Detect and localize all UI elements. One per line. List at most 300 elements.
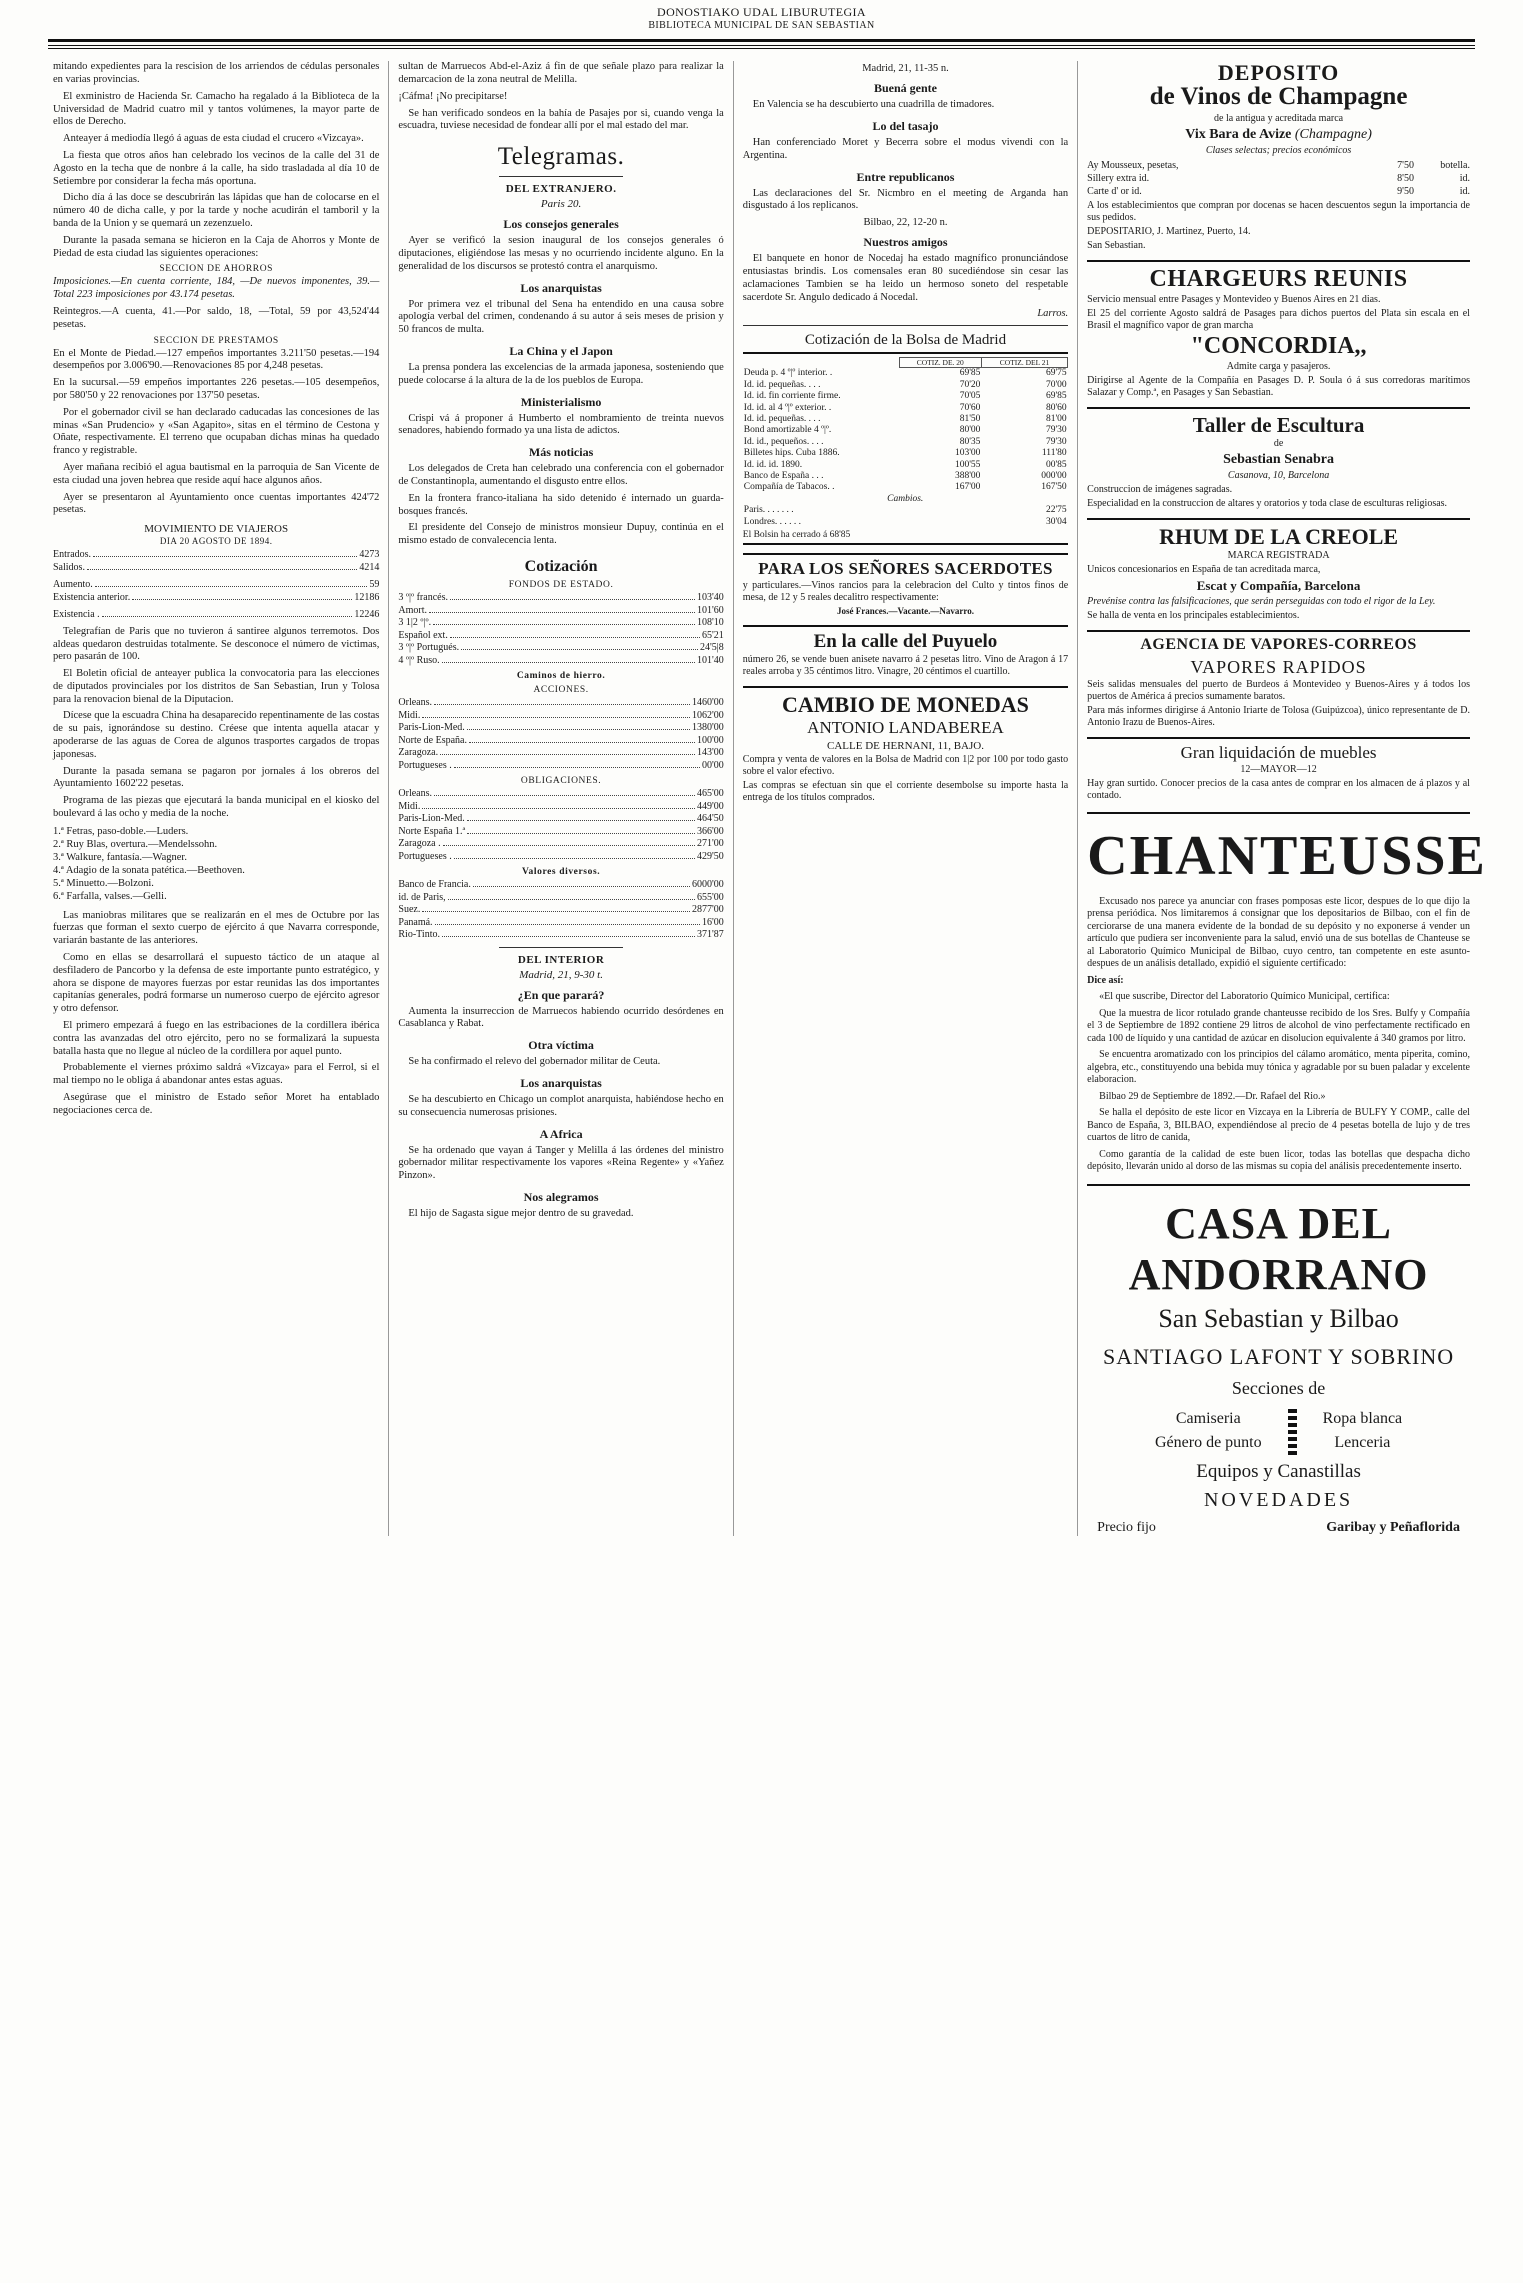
columns-container: [0, 55, 1523, 1555]
section-item: Ropa blanca: [1322, 1409, 1403, 1427]
ad-title: Gran liquidación de muebles: [1180, 742, 1377, 762]
heading-valores-diversos: Valores diversos.: [521, 867, 601, 878]
leader-dots: [450, 599, 695, 600]
row-label: Id. id. pequeñas. . . .: [743, 379, 821, 390]
cell-curr: 79'30: [1045, 425, 1067, 436]
leader-dots: [454, 767, 700, 768]
program-item: 1.ª Fetras, paso-doble.—Luders.: [53, 825, 189, 837]
program-item: 2.ª Ruy Blas, overtura.—Mendelssohn.: [53, 838, 218, 850]
paragraph: En Valencia se ha descubierto una cuadrilla de timadores.: [752, 99, 995, 111]
row-label: Salidos.: [53, 561, 85, 573]
leader-dots: [422, 717, 690, 718]
heading-china-japon: La China y el Japon: [509, 344, 613, 359]
leader-dots: [454, 858, 695, 859]
table-row: [53, 592, 379, 605]
table-row: [398, 892, 723, 905]
row-label: Panamá.: [398, 916, 433, 928]
table-row: [743, 517, 1068, 528]
row-label: Midi.: [398, 709, 421, 721]
price-row: [1087, 172, 1470, 185]
subsection-del-extranjero: DEL EXTRANJERO.: [505, 183, 617, 196]
row-label: Midi.: [398, 800, 421, 812]
table-row: [743, 448, 1068, 459]
heading-consejos-generales: Los consejos generales: [503, 217, 619, 232]
table-row: [398, 879, 723, 892]
section-heading-ahorros: SECCION DE AHORROS: [159, 264, 274, 275]
leader-dots: [461, 649, 698, 650]
ad-depositario: DEPOSITARIO, J. Martinez, Puerto, 14.: [1087, 225, 1251, 237]
row-label: Norte España 1.ª: [398, 825, 466, 837]
ad-body: Compra y venta de valores en la Bolsa de Madrid con 1|2 por 100 por todo gasto sobre el valor efectivo.: [742, 753, 1069, 777]
ad-sections-label: Secciones de: [1231, 1377, 1326, 1398]
cell-curr: 69'85: [1045, 391, 1067, 402]
heading-nos-alegramos: Nos alegramos: [523, 1189, 599, 1204]
row-value: 4273: [359, 549, 380, 561]
paragraph: El banquete en honor de Nocedaj ha estado magnífico pronunciándose entusiastas brindis. Los comensales eran 80 sucediéndose sin cesar las aclamaciones Tambien se ha leido un hermoso soneto del respetable sacerdote Sr. Angulo dedicado á Nocedal.: [742, 253, 1069, 303]
dateline-madrid: Madrid, 21, 9-30 t.: [519, 968, 603, 981]
cell-prev: 100'55: [954, 459, 981, 470]
ad-title: CAMBIO DE MONEDAS: [782, 691, 1029, 717]
table-row: [743, 414, 1068, 425]
paragraph: Por el gobernador civil se han declarado caducadas las concesiones de las minas «San Prudencio» y «San Agapito», sitas en el término de Cestona y Oñate, respectivamente. El terreno que ocupaban dichas minas ha quedado franco y registrable.: [53, 406, 380, 457]
heading-fondos-estado: FONDOS DE ESTADO.: [508, 580, 614, 591]
ad-chanteusse: [1087, 812, 1487, 1174]
row-value: 143'00: [696, 747, 724, 759]
heading-otra-victima: Otra víctima: [528, 1038, 594, 1053]
cell-prev: 81'50: [959, 414, 981, 425]
ad-chargeurs-reunis: [1087, 260, 1470, 399]
subsection-del-interior: DEL INTERIOR: [517, 953, 605, 966]
paragraph: La prensa pondera las excelencias de la armada japonesa, sosteniendo que puede colocarse á la altura de la de los pueblos de Europa.: [398, 362, 724, 386]
leader-dots: [443, 845, 695, 846]
table-row: [398, 917, 723, 930]
row-label: Rio-Tinto.: [398, 929, 440, 941]
table-row: [398, 788, 723, 801]
ad-body: Se halla de venta en los principales establecimientos.: [1087, 610, 1300, 622]
paragraph: Anteayer á mediodía llegó á aguas de esta ciudad el crucero «Vizcaya».: [63, 133, 364, 145]
row-label: Banco de Francia.: [398, 879, 471, 891]
table-row: [743, 482, 1068, 493]
table-subheader-row: [743, 494, 1068, 505]
heading-bolsa-madrid: Cotización de la Bolsa de Madrid: [804, 332, 1007, 349]
row-label: Portugueses .: [398, 759, 452, 771]
paragraph: Reintegros.—A cuenta, 41.—Por saldo, 18, —Total, 59 por 43,524'44 pesetas.: [53, 306, 380, 330]
dateline-paris: Paris 20.: [540, 198, 582, 211]
ad-body: Servicio mensual entre Pasages y Montevideo y Buenos Aires en 21 dias.: [1087, 293, 1381, 305]
cell-curr: 22'75: [1045, 505, 1067, 516]
row-label: Deuda p. 4 º|º interior. .: [743, 368, 833, 379]
paragraph: Imposiciones.—En cuenta corriente, 184, —De nuevos imponentes, 39.—Total 223 imposiciones por 43.174 pesetas.: [53, 276, 380, 301]
ad-taller-escultura: [1087, 407, 1470, 510]
row-value: 59: [369, 579, 380, 591]
leader-dots: [95, 586, 368, 587]
row-label: 4 º|º Ruso.: [398, 654, 440, 666]
paragraph: Asegúrase que el ministro de Estado señor Moret ha entablado negociaciones cerca de.: [53, 1091, 380, 1116]
row-label: Existencia .: [53, 609, 100, 621]
leader-dots: [467, 729, 690, 730]
paragraph: sultan de Marruecos Abd-el-Aziz á fin de que señale plazo para realizar la demarcacion de la zona neutral de Melilla.: [398, 61, 724, 86]
paragraph: Los delegados de Creta han celebrado una conferencia con el gobernador de Constantinopla, aumentando el disgusto entre ellos.: [398, 463, 724, 488]
row-value: 1380'00: [691, 722, 724, 734]
item-price: 8'50: [1397, 172, 1414, 184]
row-value: 108'10: [696, 617, 724, 629]
item-price: 9'50: [1397, 185, 1414, 197]
heading-a-africa: A Africa: [539, 1126, 583, 1141]
leader-dots: [422, 911, 690, 912]
row-value: 101'40: [696, 654, 724, 666]
ad-title: RHUM DE LA CREOLE: [1159, 524, 1399, 550]
ad-body-container: [1087, 896, 1470, 1174]
paragraph: En la sucursal.—59 empeños importantes 226 pesetas.—105 desempeños, por 580'50 y 22 renovaciones por 137'50 pesetas.: [53, 377, 380, 402]
leader-dots: [429, 612, 695, 613]
ad-body: Dirigirse al Agente de la Compañía en Pasages D. P. Soula ó á sus corredoras marítimos Salazar y Comp.ª, en Pasages y San Sebastian.: [1087, 375, 1470, 399]
ad-body: Para más informes dirigirse á Antonio Iriarte de Tolosa (Guipúzcoa), único representante de D. Antonio Irazu de Buenos-Aires.: [1087, 704, 1470, 728]
column-4: [1077, 60, 1487, 1535]
movimiento-table: [53, 549, 379, 622]
valores-table: [398, 879, 723, 942]
leader-dots: [450, 637, 700, 638]
top-rule-thin: [48, 48, 1475, 49]
paragraph: ¡Cáfma! ¡No precipitarse!: [398, 90, 508, 102]
leader-dots: [87, 569, 357, 570]
cell-curr: 80'60: [1045, 402, 1067, 413]
heading-entre-republicanos: Entre republicanos: [856, 169, 955, 184]
row-value: 24'5|8: [699, 642, 724, 654]
obligaciones-table: [398, 788, 723, 863]
program-item: 5.ª Minuetto.—Bolzoni.: [53, 878, 154, 890]
cell-prev: 80'35: [959, 436, 981, 447]
paragraph: Las maniobras militares que se realizarán en el mes de Octubre por las fuerzas que forman el sexto cuerpo de ejército á que Navarra corresponde, variarán bastante de las anteriores.: [53, 909, 380, 947]
leader-dots: [467, 820, 695, 821]
fondos-table: [398, 592, 723, 667]
ornament-divider: [1288, 1407, 1297, 1455]
row-label: Paris-Lion-Med.: [398, 813, 465, 825]
top-rule: [48, 39, 1475, 46]
paragraph: Ayer se verificó la sesion inaugural de los consejos generales ó diputaciones, eligiéndose las mesas y no ocurriendo incidente alguno. En la generalidad de los discursos se protestó contra el anarquismo.: [398, 235, 724, 272]
row-value: 1062'00: [691, 709, 724, 721]
cell-prev: 103'00: [954, 448, 981, 459]
movimiento-date: DIA 20 AGOSTO DE 1894.: [159, 536, 273, 547]
row-label: Compañía de Tabacos. .: [743, 482, 835, 493]
heading-nuestros-amigos: Nuestros amigos: [863, 235, 948, 250]
paragraph: En la frontera franco-italiana ha sido detenido é internado un guarda-bosques francés.: [398, 492, 724, 517]
row-label: 3 º|º francés.: [398, 592, 448, 604]
masthead-line-1: DONOSTIAKO UDAL LIBURUTEGIA: [657, 5, 866, 19]
ad-brand-name: Vix Bara de Avize: [1185, 126, 1292, 142]
row-value: 00'00: [701, 759, 724, 771]
ad-ship-name: "CONCORDIA,,: [1190, 332, 1367, 359]
item-unit: botella.: [1440, 159, 1470, 171]
ad-note: A los establecimientos que compran por docenas se hacen descuentos segun la importancia de sus pedidos.: [1087, 199, 1470, 223]
table-row: [398, 722, 723, 735]
cell-prev: 70'20: [959, 379, 981, 390]
paragraph: Durante la pasada semana se pagaron por jornales á los obreros del Ayuntamiento 1602'22 pesetas.: [53, 765, 380, 790]
ad-cambio-monedas: [743, 686, 1068, 804]
cell-curr: 167'50: [1041, 482, 1067, 493]
leader-dots: [448, 899, 695, 900]
ad-novedades: NOVEDADES: [1203, 1488, 1354, 1511]
column-header: COTIZ. DEL 21: [981, 358, 1067, 368]
ad-title: Taller de Escultura: [1192, 413, 1365, 438]
row-value: 1460'00: [691, 697, 724, 709]
cell-prev: 69'85: [959, 368, 981, 379]
ad-brand: [1087, 127, 1470, 143]
ad-title: AGENCIA DE VAPORES-CORREOS: [1140, 636, 1417, 654]
row-label: Existencia anterior.: [53, 591, 131, 603]
row-label: id. de Paris,: [398, 891, 446, 903]
leader-dots: [442, 662, 695, 663]
bolsa-table-container: [743, 352, 1068, 544]
cell-prev: 388'00: [954, 470, 981, 481]
leader-dots: [473, 886, 690, 887]
row-value: 465'00: [696, 788, 724, 800]
ad-deposito-vinos: [1087, 61, 1470, 251]
bolsa-table: [743, 357, 1068, 527]
ad-sections: [1087, 1407, 1470, 1455]
paragraph: Se halla el depósito de este licor en Vizcaya en la Librería de BULFY Y COMP., calle del Banco de España, 3, BILBAO, expendiéndose al precio de 4 pesetas botella de lujo y de tres cuartos de litro de canida,: [1087, 1107, 1470, 1144]
row-value: 655'00: [696, 891, 724, 903]
table-header-row: [743, 358, 1068, 368]
ad-merchant-name: Sebastian Senabra: [1223, 452, 1334, 468]
leader-dots: [467, 833, 695, 834]
paragraph: Programa de las piezas que ejecutará la banda municipal en el kiosko del boulevard á las ocho y media de la noche.: [53, 795, 380, 820]
ad-title: PARA LOS SEÑORES SACERDOTES: [758, 558, 1053, 578]
item-name: Carte d' or id.: [1087, 185, 1142, 197]
paragraph: El presidente del Consejo de ministros monsieur Dupuy, continúa en el mismo estado de convalecencia lenta.: [398, 522, 724, 547]
cell-curr: 111'80: [1041, 448, 1067, 459]
paragraph: Bilbao 29 de Septiembre de 1892.—Dr. Rafael del Rio.»: [1099, 1090, 1326, 1102]
heading-en-que-parara: ¿En que parará?: [517, 987, 605, 1002]
ad-rhum-creole: [1087, 518, 1470, 622]
ad-section-column-right: [1323, 1407, 1403, 1455]
row-label: Id. id. al 4 º|º exterior. .: [743, 402, 832, 413]
row-label: Id. id. fin corriente firme.: [743, 391, 841, 402]
ad-precio-fijo: Precio fijo: [1097, 1519, 1156, 1535]
ad-body: Seis salidas mensuales del puerto de Burdeos á Montevideo y Buenos-Aires y á todos los puertos de América á precios sumamente baratos.: [1087, 678, 1470, 702]
ad-address: 12—MAYOR—12: [1240, 763, 1317, 775]
table-row: [743, 403, 1068, 414]
leader-dots: [422, 808, 695, 809]
divider: [499, 176, 623, 177]
cell-curr: 30'04: [1045, 516, 1067, 527]
price-row: [1087, 185, 1470, 198]
ad-title: DEPOSITO: [1217, 60, 1340, 86]
paragraph: La fiesta que otros años han celebrado los vecinos de la calle del 31 de Agosto en la techa que de nonbre á la calle, ha sido trasladada al día 10 de Setiembre por considerar la fecha más oportuna.: [53, 150, 380, 187]
paragraph: En el Monte de Piedad.—127 empeños importantes 3.211'50 pesetas.—194 desempeños por 3.006'90.—Renovaciones 85 por 4,248 pesetas.: [53, 347, 380, 372]
ad-title: CHARGEURS REUNIS: [1149, 265, 1408, 292]
ad-body: Hay gran surtido. Conocer precios de la casa antes de comprar en los almacen de á plazos y al contado.: [1087, 777, 1470, 801]
row-label: Paris-Lion-Med.: [398, 722, 465, 734]
ad-casa-del-andorrano: [1087, 1184, 1470, 1536]
ad-body: número 26, se vende buen anisete navarro á 2 pesetas litro. Vino de Aragon á 17 reales arroba y 35 céntimos litro. Vinagre, 20 céntimos el cuartillo.: [742, 653, 1069, 677]
ad-gran-liquidacion: [1087, 737, 1470, 802]
table-row: [398, 617, 723, 630]
leader-dots: [440, 754, 695, 755]
row-label: Aumento.: [53, 579, 93, 591]
section-item: Camiseria: [1175, 1409, 1241, 1427]
program-item: 4.ª Adagio de la sonata patética.—Beethoven.: [53, 865, 245, 877]
row-value: 271'00: [696, 838, 724, 850]
heading-cotizacion: Cotización: [524, 558, 598, 576]
masthead-line-2: BIBLIOTECA MUNICIPAL DE SAN SEBASTIAN: [648, 19, 875, 31]
row-label: Orleans.: [398, 788, 432, 800]
paragraph: Se ha confirmado el relevo del gobernador militar de Ceuta.: [408, 1056, 661, 1068]
ad-section-column-left: [1155, 1407, 1262, 1455]
program-item: 6.ª Farfalla, valses.—Gelli.: [53, 891, 167, 903]
paragraph: Excusado nos parece ya anunciar con frases pomposas este licor, despues de lo que dijo la prensa periódica. Nos limitaremos á consignar que los depositarios de Bilbao, con el fin de cerciorarse de una manera evidente de la bondad de su depósito y no exponerse á vender un artículo que pudiera ser inconveniente para la salud, envió una de sus botellas de Chanteuse se al Laboratorio Químico Municipal de Bilbao, cuyo centro, tan competente en este asunto-despues de un análisis detallado, expidió el siguiente certificado:: [1087, 895, 1470, 970]
row-value: 2877'00: [691, 904, 724, 916]
row-label: 3 1|2 º|º.: [398, 617, 432, 629]
table-row: [743, 437, 1068, 448]
table-row: [743, 505, 1068, 516]
ad-subtitle: VAPORES RAPIDOS: [1190, 656, 1367, 677]
table-row: [398, 813, 723, 826]
row-label: Zaragoza .: [398, 838, 441, 850]
table-row: [743, 471, 1068, 482]
leader-dots: [434, 704, 690, 705]
paragraph: Como en ellas se desarrollará el supuesto táctico de un ataque al desfiladero de Pancorbo y la defensa de este importante punto estratégico, y ahora se dispone de mayores fuerzas por estar reunidas las dos importantes capitanías generales, podrá formarse un numeroso cuerpo de ejército agresor y otro defensor.: [53, 952, 380, 1015]
heading-caminos-hierro: Caminos de hierro.: [516, 671, 606, 682]
row-value: 12246: [354, 609, 380, 621]
row-label: Londres. . . . . .: [743, 516, 802, 527]
label-dice-asi: Dice así:: [1087, 974, 1124, 986]
section-heading-prestamos: SECCION DE PRESTAMOS: [153, 335, 279, 346]
row-label: Bond amortizable 4 º|º.: [743, 425, 832, 436]
ad-footer: [1087, 1520, 1470, 1536]
item-unit: id.: [1459, 172, 1470, 184]
row-label: Billetes hips. Cuba 1886.: [743, 448, 840, 459]
table-row: [398, 642, 723, 655]
table-row: [398, 735, 723, 748]
ad-trademark: MARCA REGISTRADA: [1227, 550, 1330, 562]
ad-tagline: de la antigua y acreditada marca: [1214, 112, 1344, 124]
divider: [499, 947, 623, 948]
paragraph: «El que suscribe, Director del Laboratorio Químico Municipal, certifica:: [1099, 991, 1390, 1003]
table-row: [398, 904, 723, 917]
row-label: Norte de España.: [398, 734, 467, 746]
row-value: 429'50: [696, 850, 724, 862]
ad-calle-puyuelo: [743, 625, 1068, 678]
ad-address: CALLE DE HERNANI, 11, BAJO.: [827, 739, 984, 752]
table-row: [398, 838, 723, 851]
table-row: [398, 801, 723, 814]
movimiento-title: MOVIMIENTO DE VIAJEROS: [144, 523, 289, 536]
signature: Larros.: [1037, 308, 1069, 320]
row-label: Orleans.: [398, 697, 432, 709]
table-row: [743, 380, 1068, 391]
table-row: [398, 747, 723, 760]
row-label: Zaragoza.: [398, 747, 439, 759]
table-row: [53, 562, 379, 575]
table-row: [398, 710, 723, 723]
leader-dots: [132, 599, 352, 600]
ad-body: El 25 del corriente Agosto saldrá de Pasages para dichos puertos del Plata sin escala en el Brasil el magnífico vapor de gran marcha: [1087, 307, 1470, 331]
ad-body: Las compras se efectuan sin que el corriente desembolse su importe hasta la entrega de los títulos comprados.: [742, 779, 1069, 803]
row-label: Suez.: [398, 904, 421, 916]
ad-brand-region: (Champagne): [1294, 126, 1372, 142]
row-label: Banco de España . . .: [743, 470, 824, 481]
ad-body: Admite carga y pasajeros.: [1226, 361, 1331, 373]
section-item: Género de punto: [1154, 1433, 1262, 1451]
row-value: 12186: [354, 591, 380, 603]
ad-address: Garibay y Peñaflorida: [1326, 1519, 1460, 1535]
cell-prev: 70'05: [959, 391, 981, 402]
leader-dots: [434, 795, 695, 796]
section-item: Lenceria: [1334, 1433, 1391, 1451]
paragraph: Probablemente el viernes próximo saldrá «Vizcaya» para el Ferrol, si el mal tiempo no le obliga á abandonar antes estas aguas.: [53, 1062, 380, 1087]
row-label: Entrados.: [53, 549, 92, 561]
row-value: 6000'00: [691, 879, 724, 891]
cell-prev: [899, 517, 981, 528]
cell-curr: 000'00: [1041, 470, 1067, 481]
cell-prev: 167'00: [954, 482, 981, 493]
row-value: 366'00: [696, 825, 724, 837]
paragraph: Por primera vez el tribunal del Sena ha entendido en una causa sobre apología verbal del crimen, condenando á su autor á seis meses de prision y 50 francos de multa.: [398, 298, 724, 336]
column-1: [44, 61, 388, 1535]
bolsin-note: El Bolsin ha cerrado á 68'85: [742, 529, 851, 540]
ad-body: Unicos concesionarios en España de tan acreditada marca,: [1087, 564, 1321, 576]
paragraph: Se han verificado sondeos en la bahía de Pasajes por si, cuando venga la escuadra, tuviese necesidad de fondear allí por el mal estado del mar.: [398, 107, 724, 132]
table-row: [743, 391, 1068, 402]
paragraph: Las declaraciones del Sr. Nicmbro en el meeting de Arganda han disgustado á los replicanos.: [742, 187, 1069, 212]
row-value: 449'00: [696, 800, 724, 812]
leader-dots: [433, 624, 695, 625]
paragraph: Como garantía de la calidad de este buen licor, todas las botellas que despacha dicho depósito, llevarán unido al dorso de las mismas su copia del análisis precedentemente inserto.: [1087, 1148, 1470, 1173]
paragraph: Se ha descubierto en Chicago un complot anarquista, habiéndose hecho en su consecuencia numerosas prisiones.: [398, 1093, 724, 1118]
table-row: [398, 697, 723, 710]
column-2: [388, 61, 732, 1535]
cell-curr: 70'00: [1045, 379, 1067, 390]
ad-body: Construccion de imágenes sagradas.: [1087, 484, 1233, 496]
leader-dots: [435, 924, 700, 925]
table-row: [398, 655, 723, 668]
paragraph: El hijo de Sagasta sigue mejor dentro de su gravedad.: [408, 1207, 634, 1219]
leader-dots: [102, 616, 353, 617]
paragraph: Durante la pasada semana se hicieron en la Caja de Ahorros y Monte de Piedad de esta ciudad las siguientes operaciones:: [53, 234, 380, 259]
row-label: Id. id., pequeños. . . .: [743, 436, 824, 447]
cell-prev: 70'60: [959, 402, 981, 413]
price-row: [1087, 159, 1470, 172]
paragraph: Crispi vá á proponer á Humberto el nombramiento de treinta nuevos senadores, habiendo formado ya una lista de adictos.: [398, 412, 724, 437]
cell-prev: [899, 505, 981, 516]
heading-mas-noticias: Más noticias: [528, 445, 594, 460]
ad-signature: José Frances.—Vacante.—Navarro.: [836, 605, 974, 616]
paragraph: El Boletin oficial de anteayer publica la convocatoria para las elecciones de diputados provinciales por los distritos de San Sebastian, Irun y Tolosa para la renovacion bienal de la Diputacion.: [53, 668, 380, 705]
row-label: Paris. . . . . . .: [743, 505, 794, 516]
row-label: Id. id. pequeñas. . . .: [743, 414, 821, 425]
row-label: Portugueses .: [398, 850, 452, 862]
divider: [743, 325, 1068, 326]
paragraph: Telegrafían de Paris que no tuvieron á santiree algunos terremotos. Dos aldeas quedaron destruidas totalmente. Se desconoce el número de victimas, pero pasarán de 100.: [53, 625, 380, 663]
item-name: Sillery extra id.: [1087, 172, 1150, 184]
heading-ministerialismo: Ministerialismo: [520, 394, 602, 409]
subheader-cambios: Cambios.: [887, 493, 924, 504]
item-price: 7'50: [1397, 159, 1414, 171]
acciones-table: [398, 697, 723, 772]
row-value: 103'40: [696, 592, 724, 604]
item-name: Ay Mousseux, pesetas,: [1087, 159, 1179, 171]
ad-classes: Clases selectas; precios económicos: [1205, 144, 1352, 156]
paragraph: Dícese que la escuadra China ha desaparecido repentinamente de las costas de su pais, ignorándose su destino. Créese que intenta aquella atacar y apoderarse de las aguas de Corea de algunos trasportes cargados de tropas japonesas.: [53, 710, 380, 760]
column-header: COTIZ. DE. 20: [899, 358, 981, 368]
row-label: Español ext.: [398, 629, 448, 641]
table-row: [398, 929, 723, 942]
dateline-madrid-2: Madrid, 21, 11-35 n.: [862, 63, 949, 75]
telegramas-title: Telegramas.: [497, 143, 625, 171]
heading-obligaciones: OBLIGACIONES.: [520, 776, 602, 787]
table-row: [398, 760, 723, 773]
cell-curr: 00'85: [1045, 459, 1067, 470]
